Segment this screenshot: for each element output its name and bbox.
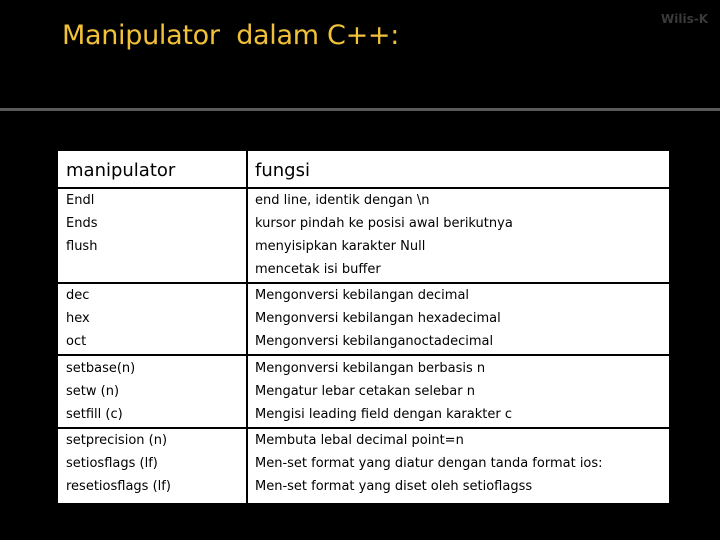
function-text: mencetak isi buffer [255, 262, 381, 277]
function-text: Mengatur lebar cetakan selebar n [255, 384, 475, 399]
manipulator-name: Ends [66, 216, 98, 231]
function-text: kursor pindah ke posisi awal berikutnya [255, 216, 513, 231]
manipulator-name: Endl [66, 193, 95, 208]
table-row-4-functions [255, 429, 603, 498]
table-row-4-manipulators [66, 429, 171, 498]
function-text: menyisipkan karakter Null [255, 239, 426, 254]
manipulator-name: resetiosflags (lf) [66, 479, 171, 494]
manipulator-name: setprecision (n) [66, 433, 168, 448]
header-manipulator: manipulator [66, 160, 176, 181]
function-text: end line, identik dengan \n [255, 193, 430, 208]
function-text: Mengonversi kebilangan decimal [255, 288, 470, 303]
function-text: Mengonversi kebilangan hexadecimal [255, 311, 501, 326]
manipulator-name: hex [66, 311, 90, 326]
function-text: Mengonversi kebilangan berbasis n [255, 361, 486, 376]
table-row-3-manipulators [66, 357, 135, 426]
title-divider [0, 108, 720, 111]
header-fungsi: fungsi [255, 160, 310, 181]
function-text: Men-set format yang diatur dengan tanda format ios: [255, 456, 603, 471]
manipulator-name: setw (n) [66, 384, 120, 399]
row-divider [58, 354, 669, 356]
manipulator-name: setfill (c) [66, 407, 123, 422]
function-text: Men-set format yang diset oleh setioflagss [255, 479, 533, 494]
manipulator-name: setiosflags (lf) [66, 456, 158, 471]
manipulator-table [57, 150, 670, 504]
manipulator-name: setbase(n) [66, 361, 136, 376]
manipulator-name: dec [66, 288, 90, 303]
table-row-1-functions [255, 189, 513, 281]
function-text: Mengonversi kebilanganoctadecimal [255, 334, 494, 349]
function-text: Mengisi leading field dengan karakter c [255, 407, 512, 422]
function-text: Membuta lebal decimal point=n [255, 433, 464, 448]
slide-title: Manipulator dalam C++: [62, 20, 400, 51]
table-row-3-functions [255, 357, 512, 426]
author-watermark: Wilis-K [661, 12, 708, 26]
manipulator-name: oct [66, 334, 87, 349]
table-row-2-functions [255, 284, 501, 353]
table-row-1-manipulators [66, 189, 97, 258]
manipulator-name: flush [66, 239, 98, 254]
column-divider [246, 151, 248, 503]
table-row-2-manipulators [66, 284, 90, 353]
